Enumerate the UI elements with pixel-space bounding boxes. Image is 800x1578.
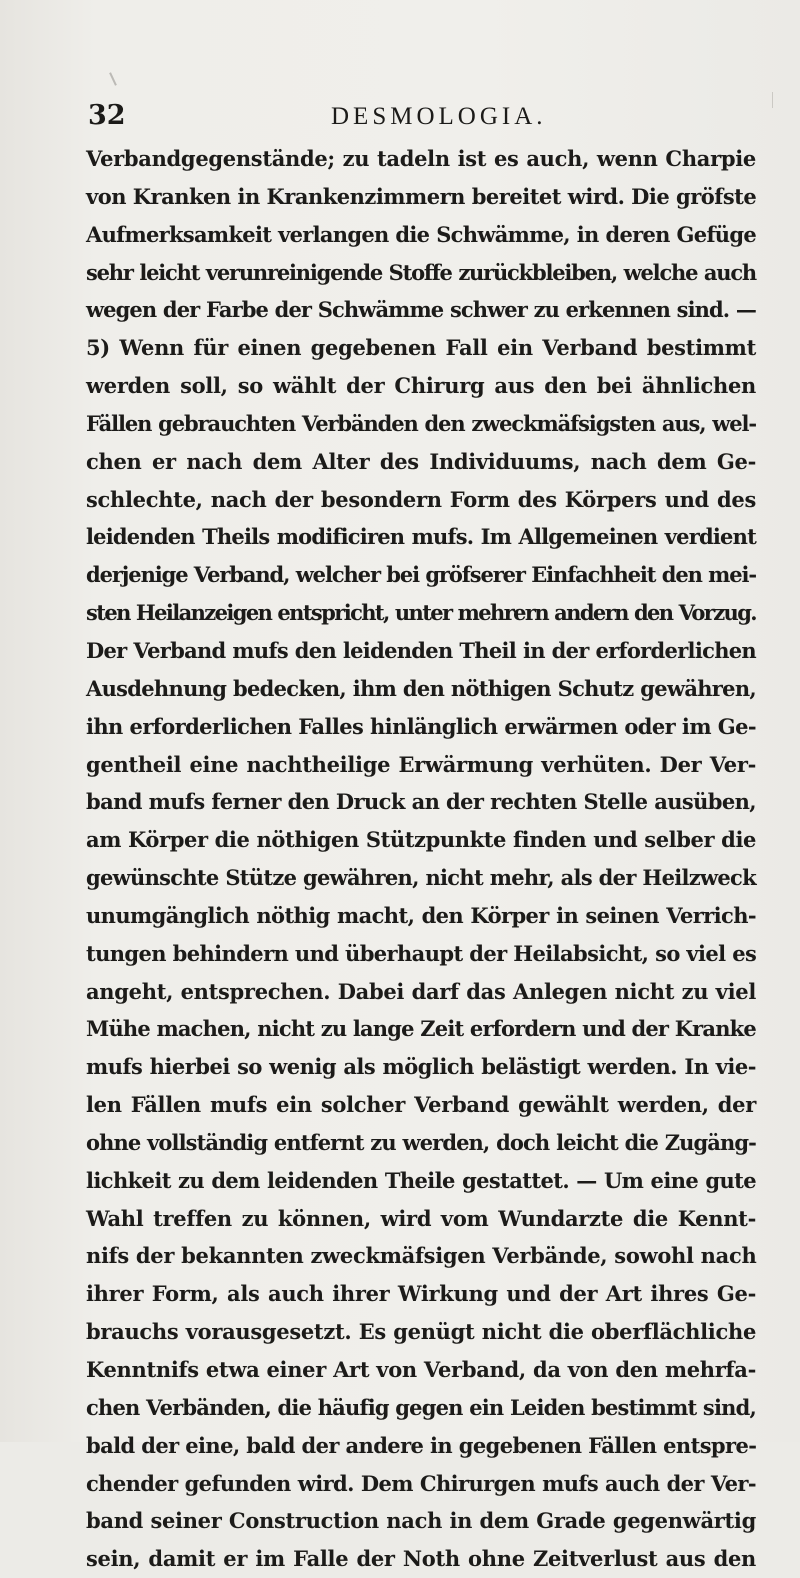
text-line: ihn erforderlichen Falles hinlänglich erwärmen oder im Ge- bbox=[86, 713, 756, 739]
text-line: chen Verbänden, die häufig gegen ein Leiden bestimmt sind, bbox=[86, 1394, 756, 1420]
text-line: gewünschte Stütze gewähren, nicht mehr, als der Heilzweck bbox=[86, 865, 756, 891]
text-line: wegen der Farbe der Schwämme schwer zu erkennen sind. — bbox=[86, 297, 756, 323]
text-line: lichkeit zu dem leidenden Theile gestattet. — Um eine gute bbox=[86, 1167, 756, 1193]
text-line: ihrer Form, als auch ihrer Wirkung und der Art ihres Ge- bbox=[86, 1281, 756, 1307]
text-line: chen er nach dem Alter des Individuums, nach dem Ge- bbox=[86, 448, 756, 474]
text-line: mufs hierbei so wenig als möglich belästigt werden. In vie- bbox=[86, 1054, 756, 1080]
text-line: band mufs ferner den Druck an der rechten Stelle ausüben, bbox=[86, 789, 756, 815]
text-line: Kenntnifs etwa einer Art von Verband, da von den mehrfa- bbox=[86, 1357, 756, 1382]
text-line: 5) Wenn für einen gegebenen Fall ein Verband bestimmt bbox=[86, 335, 756, 361]
text-line: Mühe machen, nicht zu lange Zeit erfordern und der Kranke bbox=[86, 1016, 756, 1042]
text-line: Fällen gebrauchten Verbänden den zweckmäfsigsten aus, wel- bbox=[86, 410, 756, 436]
text-line: Ausdehnung bedecken, ihm den nöthigen Schutz gewähren, bbox=[86, 675, 756, 701]
text-line: Wahl treffen zu können, wird vom Wundarzte die Kennt- bbox=[86, 1205, 756, 1231]
text-line: leidenden Theils modificiren mufs. Im Allgemeinen verdient bbox=[86, 524, 756, 550]
text-line: Verbandgegenstände; zu tadeln ist es auch, wenn Charpie bbox=[86, 146, 756, 171]
text-line: sein, damit er im Falle der Noth ohne Zeitverlust aus den bbox=[86, 1546, 756, 1572]
text-line: tungen behindern und überhaupt der Heilabsicht, so viel es bbox=[86, 940, 757, 966]
paper-blemish bbox=[772, 92, 773, 108]
text-line: am Körper die nöthigen Stützpunkte finden und selber die bbox=[86, 827, 756, 853]
text-line: sten Heilanzeigen entspricht, unter mehrern andern den Vorzug. bbox=[86, 600, 756, 626]
text-line: derjenige Verband, welcher bei gröfserer Einfachheit den mei- bbox=[86, 562, 756, 588]
text-line: ohne vollständig entfernt zu werden, doch leicht die Zugäng- bbox=[86, 1129, 756, 1155]
page-number: 32 bbox=[88, 100, 126, 131]
page-header bbox=[88, 100, 748, 140]
text-line: brauchs vorausgesetzt. Es genügt nicht die oberflächliche bbox=[86, 1319, 756, 1345]
text-line: bald der eine, bald der andere in gegebenen Fällen entspre- bbox=[86, 1432, 757, 1458]
text-line: angeht, entsprechen. Dabei darf das Anlegen nicht zu viel bbox=[86, 978, 756, 1004]
text-line: sehr leicht verunreinigende Stoffe zurückbleiben, welche auch bbox=[86, 259, 756, 285]
text-line: band seiner Construction nach in dem Grade gegenwärtig bbox=[86, 1508, 756, 1534]
text-line: Aufmerksamkeit verlangen die Schwämme, in deren Gefüge bbox=[86, 221, 756, 247]
paper-blemish bbox=[109, 72, 117, 86]
text-line: nifs der bekannten zweckmäfsigen Verbände, sowohl nach bbox=[86, 1243, 757, 1269]
text-line: von Kranken in Krankenzimmern bereitet wird. Die gröfste bbox=[86, 183, 757, 209]
text-line: werden soll, so wählt der Chirurg aus den bei ähnlichen bbox=[86, 373, 756, 399]
text-line: gentheil eine nachtheilige Erwärmung verhüten. Der Ver- bbox=[86, 751, 756, 777]
text-line: Der Verband mufs den leidenden Theil in der erforderlichen bbox=[86, 637, 756, 663]
text-line: len Fällen mufs ein solcher Verband gewählt werden, der bbox=[86, 1092, 756, 1118]
text-line: unumgänglich nöthig macht, den Körper in seinen Verrich- bbox=[86, 902, 756, 928]
text-line: chender gefunden wird. Dem Chirurgen mufs auch der Ver- bbox=[86, 1470, 756, 1496]
text-line: schlechte, nach der besondern Form des Körpers und des bbox=[86, 486, 756, 512]
body-text bbox=[86, 140, 756, 1578]
running-title: DESMOLOGIA. bbox=[331, 103, 547, 130]
